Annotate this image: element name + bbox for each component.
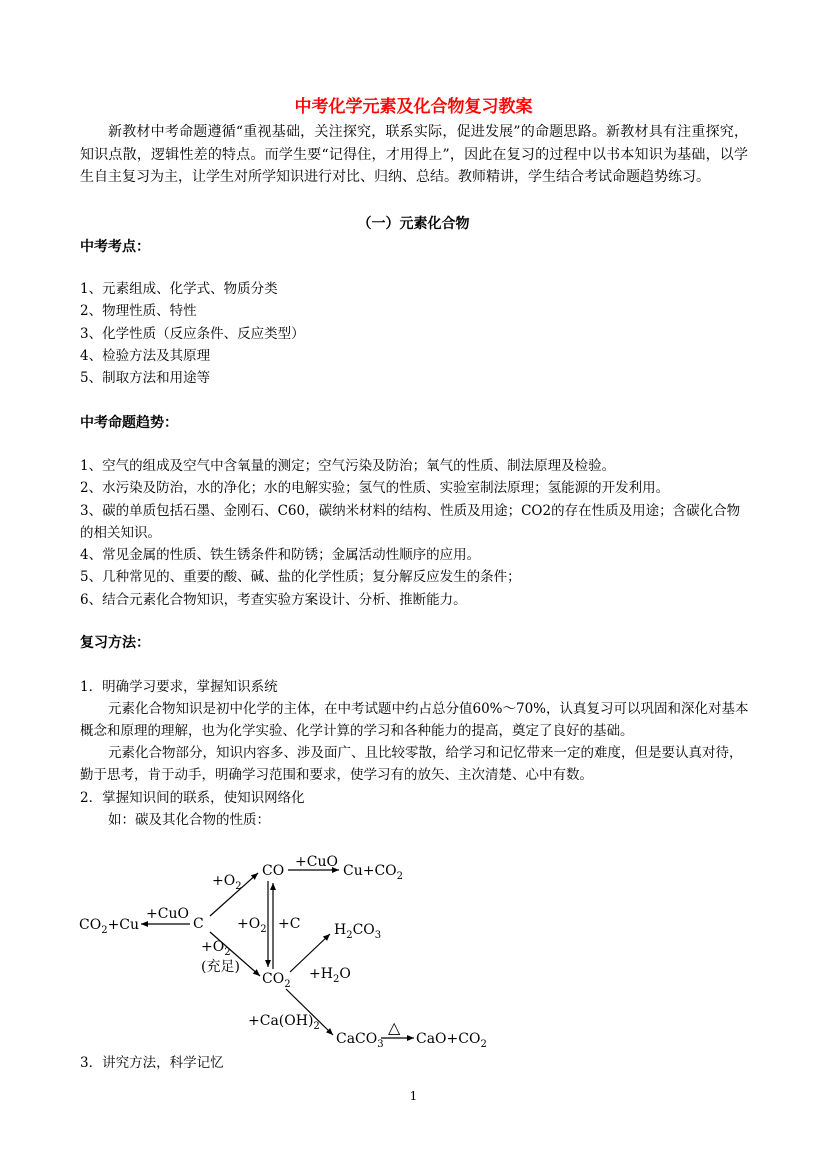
heat-symbol: △ xyxy=(388,1018,401,1037)
sufficient-label: (充足) xyxy=(201,959,240,975)
carbon-compounds-diagram xyxy=(0,840,827,1055)
trends-list xyxy=(80,455,750,611)
page-title: 中考化学元素及化合物复习教案 xyxy=(294,97,533,117)
section-title: （一）元素化合物 xyxy=(357,216,470,232)
co-product: $Cu+CO_2$ xyxy=(343,863,404,882)
list-item: 6、结合元素化合物知识，考查实验方案设计、分析、推断能力。 xyxy=(80,591,467,608)
list-item: 2、水污染及防治，水的净化；水的电解实验；氢气的性质、实验室制法原理；氢能源的开发利用。 xyxy=(80,480,670,497)
final-product: $CaO+CO_2$ xyxy=(416,1031,487,1050)
mid-c-label: +C xyxy=(278,916,301,932)
list-item: 5、制取方法和用途等 xyxy=(80,370,211,387)
intro-paragraph: 新教材中考命题遵循“重视基础，关注探究，联系实际，促进发展”的命题思路。新教材具有注重探究，知识点散，逻辑性差的特点。而学生要“记得住，才用得上”，因此在复习的过程中以书本知识为基础，以学生自主复习为主，让学生对所学知识进行对比、归纳、总结。教师精讲，学生结合考试命题趋势练习。 xyxy=(80,124,748,185)
methods-paragraph-1: 元素化合物知识是初中化学的主体，在中考试题中约占总分值60%～70%，认真复习可以巩固和深化对基本概念和原理的理解，也为化学实验、化学计算的学习和各种能力的提高，奠定了良好的基础。 xyxy=(80,701,749,740)
o2-full-label: $+O_2$ xyxy=(201,939,231,958)
page-number: 1 xyxy=(409,1089,418,1103)
methods-example: 如：碳及其化合物的性质： xyxy=(108,812,270,828)
methods-item-2: 2．掌握知识间的联系，使知识网络化 xyxy=(80,790,305,806)
h2o-label: $+H_2O$ xyxy=(309,966,351,985)
left-reagent-label: +CuO xyxy=(146,906,189,922)
list-item: 1、空气的组成及空气中含氧量的测定；空气污染及防治；氧气的性质、制法原理及检验。 xyxy=(80,458,616,474)
h2co3-node: $H_2CO_3$ xyxy=(334,922,382,941)
exam-points-list xyxy=(80,278,750,389)
o2-label: $+O_2$ xyxy=(212,873,242,892)
methods-paragraph-2: 元素化合物部分，知识内容多、涉及面广、且比较零散，给学习和记忆带来一定的难度，但是要认真对待，勤于思考，肯于动手，明确学习范围和要求，使学习有的放矢、主次清楚、心中有数。 xyxy=(80,745,743,784)
methods-item-1: 1．明确学习要求，掌握知识系统 xyxy=(80,679,278,695)
caoh2-label: $+Ca(OH)_2$ xyxy=(248,1013,320,1032)
list-item: 2、物理性质、特性 xyxy=(80,303,197,320)
list-item: 3、化学性质（反应条件、反应类型） xyxy=(80,325,305,342)
methods-heading: 复习方法： xyxy=(80,635,150,651)
carbon-node: C xyxy=(193,916,204,932)
exam-points-heading: 中考考点： xyxy=(80,239,150,255)
mid-o2-label: $+O_2$ xyxy=(237,916,267,935)
list-item: 4、常见金属的性质、铁生锈条件和防锈；金属活动性顺序的应用。 xyxy=(80,547,481,564)
caco3-node: CaCO$_3$ xyxy=(336,1031,384,1050)
list-item: 5、几种常见的、重要的酸、碱、盐的化学性质；复分解反应发生的条件； xyxy=(80,569,521,586)
trends-heading: 中考命题趋势： xyxy=(80,415,178,431)
left-product: $CO_2+Cu$ xyxy=(79,917,140,936)
co-reagent-label: +CuO xyxy=(295,854,338,870)
list-item: 1、元素组成、化学式、物质分类 xyxy=(80,281,278,297)
methods-item-3: 3．讲究方法，科学记忆 xyxy=(80,1055,224,1071)
list-item: 3、碳的单质包括石墨、金刚石、C60，碳纳米材料的结构、性质及用途；CO2的存在性质及用途；含碳化合物的相关知识。 xyxy=(80,502,741,541)
list-item: 4、检验方法及其原理 xyxy=(80,347,211,364)
co-node: CO xyxy=(262,863,285,879)
co2-node: $CO_2$ xyxy=(262,971,291,990)
